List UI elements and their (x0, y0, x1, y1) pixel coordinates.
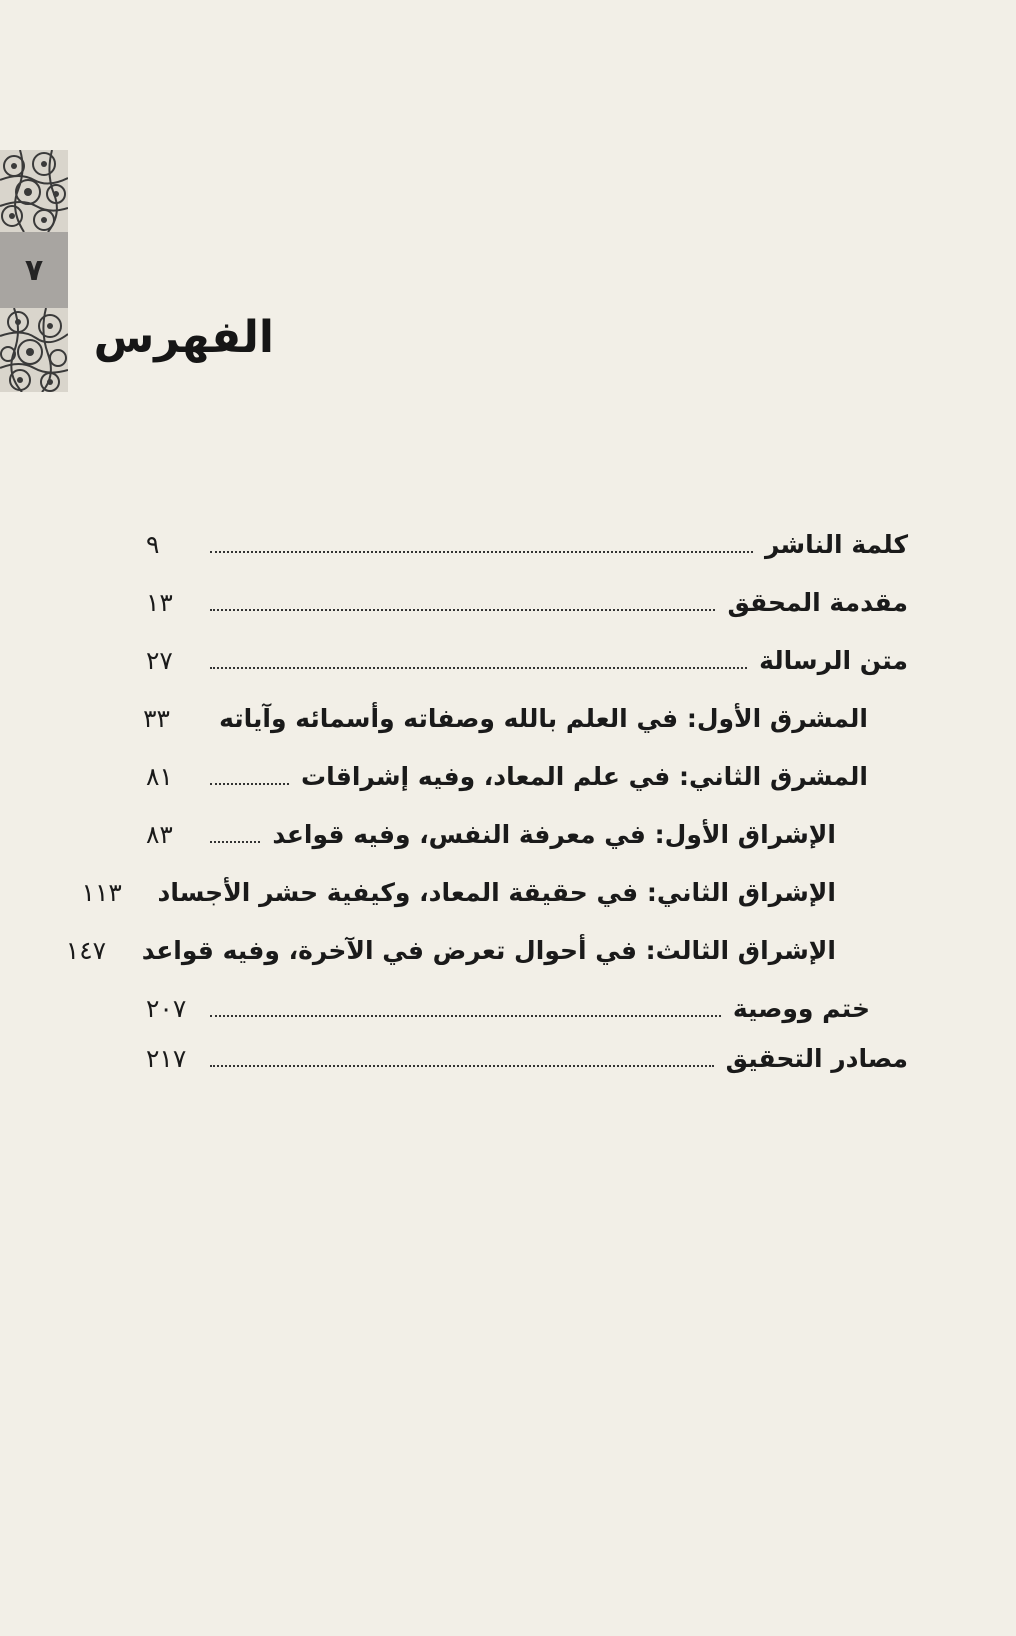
toc-entry-page: ١٤٧ (65, 935, 107, 965)
toc-entry[interactable] (146, 522, 908, 566)
toc-entry[interactable] (65, 928, 836, 972)
toc-entry-page: ١١٣ (81, 877, 122, 907)
toc-entry-page: ٢٠٧ (146, 993, 187, 1023)
page-title: الفهرس (93, 312, 274, 363)
toc-entry[interactable] (146, 986, 870, 1030)
toc-entry-label: ختم ووصية (732, 993, 870, 1023)
toc-entry-label: الإشراق الثالث: في أحوال تعرض في الآخرة، وفيه قواعد (141, 935, 836, 965)
toc-entry-label: متن الرسالة (759, 645, 908, 675)
toc-entry-label: كلمة الناشر (764, 529, 908, 559)
dot-leader (210, 841, 260, 843)
page-number: ٧ (24, 252, 44, 288)
toc-entry-page: ٢٧ (146, 645, 173, 675)
dot-leader (210, 1065, 714, 1067)
toc-entry-page: ٩ (146, 529, 160, 559)
toc-entry-label: الإشراق الثاني: في حقيقة المعاد، وكيفية حشر الأجساد (157, 877, 836, 907)
dot-leader (210, 1015, 721, 1017)
toc-entry[interactable] (146, 1036, 908, 1080)
toc-entry-label: المشرق الثاني: في علم المعاد، وفيه إشراقات (300, 761, 868, 791)
toc-entry[interactable] (81, 870, 836, 914)
toc-entry[interactable] (146, 638, 908, 682)
toc-entry[interactable] (143, 696, 868, 740)
toc-entry[interactable] (146, 812, 836, 856)
toc-entry-label: المشرق الأول: في العلم بالله وصفاته وأسمائه وآياته (219, 703, 868, 733)
toc-entry-page: ٣٣ (143, 703, 170, 733)
dot-leader (210, 667, 747, 669)
toc-entry-page: ٨٣ (146, 819, 173, 849)
toc-entry-page: ٨١ (146, 761, 173, 791)
toc-entry[interactable] (146, 754, 868, 798)
dot-leader (210, 609, 715, 611)
dot-leader (210, 551, 753, 553)
toc-entry[interactable] (146, 580, 908, 624)
toc-entry-page: ١٣ (146, 587, 173, 617)
toc-entry-page: ٢١٧ (146, 1043, 187, 1073)
toc-entry-label: مقدمة المحقق (727, 587, 908, 617)
toc-entry-label: الإشراق الأول: في معرفة النفس، وفيه قواعد (272, 819, 836, 849)
toc-entry-label: مصادر التحقيق (725, 1043, 908, 1073)
dot-leader (210, 783, 289, 785)
